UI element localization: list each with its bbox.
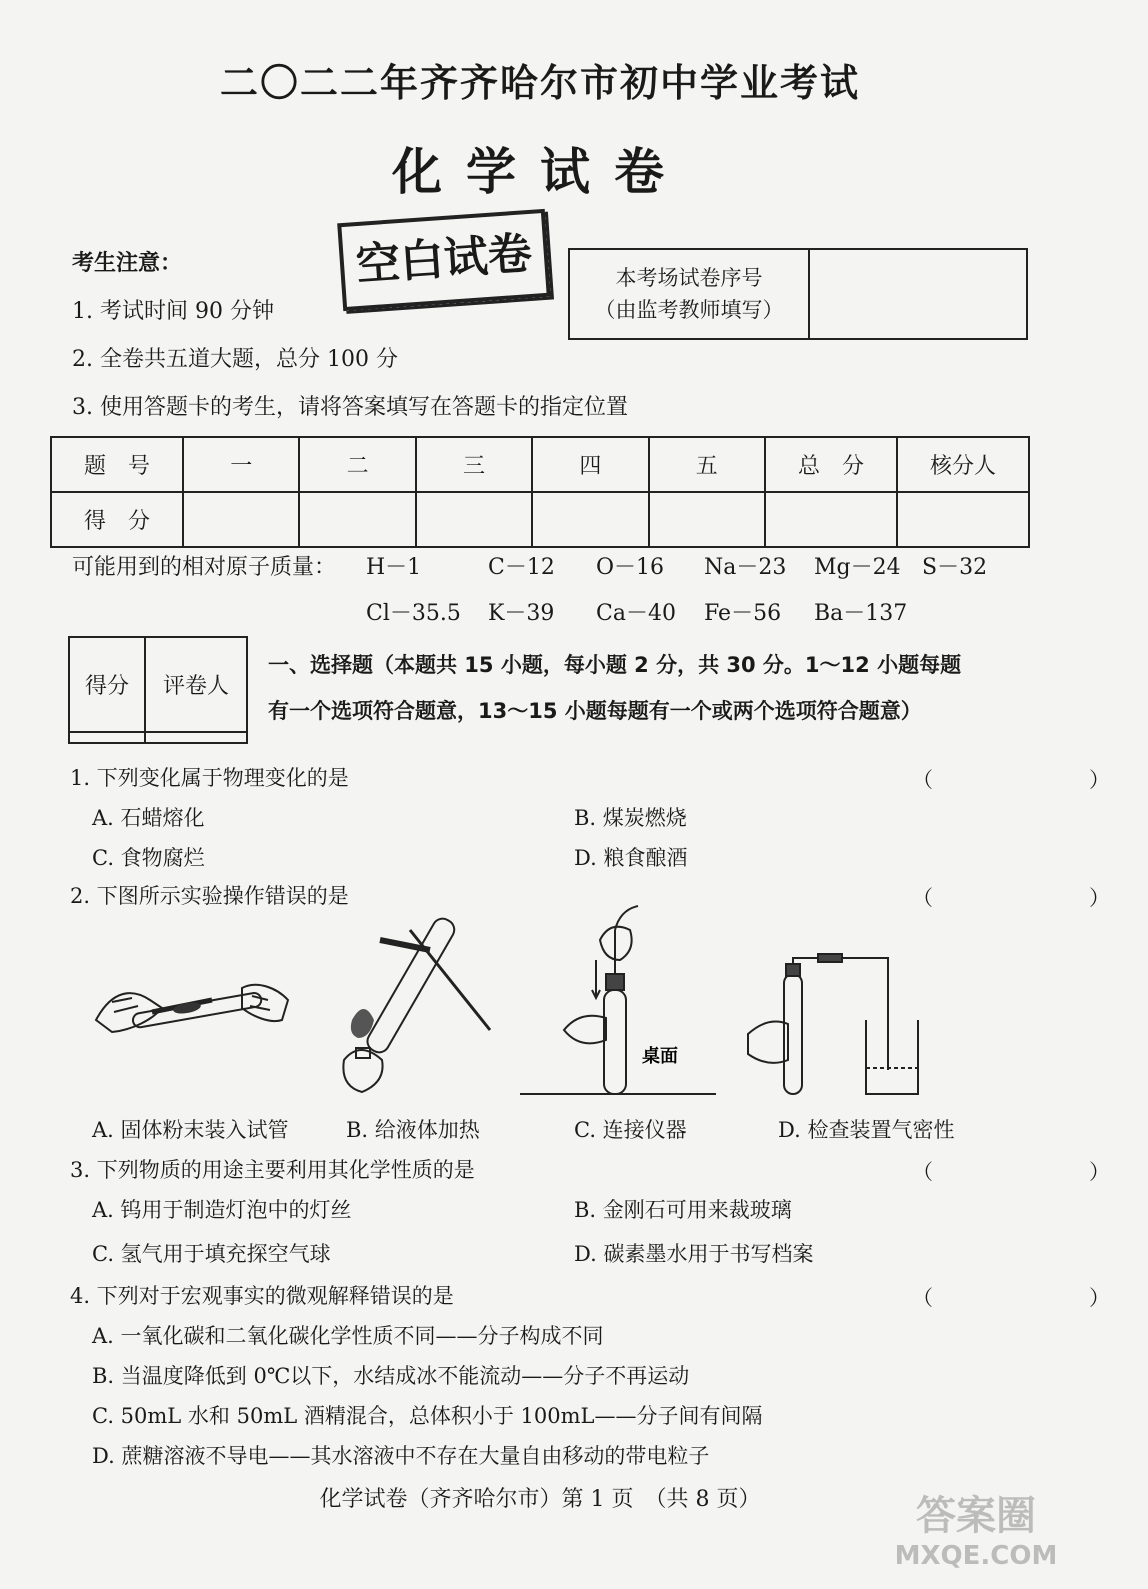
- answer-blank[interactable]: （ ）: [912, 1160, 1148, 1184]
- score-row-label: 得 分: [51, 492, 183, 547]
- airtightness-figure: [748, 950, 928, 1100]
- score-header-cell: 五: [649, 437, 765, 492]
- option-a[interactable]: A. 石蜡熔化: [92, 806, 205, 830]
- grader-name-cell[interactable]: [145, 732, 247, 743]
- figure-caption[interactable]: D. 检查装置气密性: [778, 1118, 955, 1142]
- section-title: [268, 642, 1028, 734]
- atomic-mass-item: Fe－56: [704, 601, 782, 626]
- watermark-url: MXQE.COM: [894, 1541, 1058, 1571]
- score-header-cell: 三: [416, 437, 532, 492]
- option-b[interactable]: B. 煤炭燃烧: [574, 806, 687, 830]
- section-title-line2: 有一个选项符合题意，13～15 小题每题有一个或两个选项符合题意）: [268, 699, 922, 723]
- section-title-line1: 一、选择题（本题共 15 小题，每小题 2 分，共 30 分。1～12 小题每题: [268, 653, 962, 677]
- page-footer: 化学试卷（齐齐哈尔市）第 1 页 （共 8 页）: [319, 1487, 761, 1512]
- atomic-mass-label: 可能用到的相对原子质量：: [72, 555, 337, 580]
- table-row: [69, 732, 247, 743]
- atomic-mass-item: Ba－137: [814, 601, 908, 626]
- option-c[interactable]: C. 氢气用于填充探空气球: [92, 1242, 331, 1266]
- score-cell[interactable]: [416, 492, 532, 547]
- option-d[interactable]: D. 粮食酿酒: [574, 846, 688, 870]
- score-table: [50, 436, 1030, 548]
- option-b[interactable]: B. 当温度降低到 0℃以下，水结成冰不能流动——分子不再运动: [92, 1364, 690, 1388]
- grader-header-score: 得分: [69, 637, 145, 732]
- blank-paper-stamp: 空白试卷: [337, 209, 551, 311]
- score-cell[interactable]: [532, 492, 648, 547]
- powder-into-tube-figure: [92, 960, 292, 1050]
- watermark-logo: [886, 1484, 1066, 1580]
- option-c[interactable]: C. 食物腐烂: [92, 846, 205, 870]
- question-stem: 1. 下列变化属于物理变化的是: [70, 766, 349, 790]
- question-stem: 4. 下列对于宏观事实的微观解释错误的是: [70, 1284, 454, 1308]
- score-header-cell: 二: [299, 437, 415, 492]
- notice-item: 3. 使用答题卡的考生，请将答案填写在答题卡的指定位置: [72, 395, 628, 420]
- grader-score-cell[interactable]: [69, 732, 145, 743]
- atomic-mass-item: S－32: [922, 555, 988, 580]
- paper-subtitle: 化学试卷: [392, 143, 688, 201]
- option-c[interactable]: C. 50mL 水和 50mL 酒精混合，总体积小于 100mL——分子间有间隔: [92, 1404, 763, 1428]
- option-a[interactable]: A. 一氧化碳和二氧化碳化学性质不同——分子构成不同: [92, 1324, 604, 1348]
- watermark-text: 答案圈: [916, 1493, 1036, 1539]
- seat-label-line2: （由监考教师填写）: [594, 298, 784, 322]
- score-cell[interactable]: [897, 492, 1029, 547]
- table-row: [69, 637, 247, 732]
- atomic-mass-item: C－12: [488, 555, 555, 580]
- option-b[interactable]: B. 金刚石可用来裁玻璃: [574, 1198, 792, 1222]
- figure-caption[interactable]: C. 连接仪器: [574, 1118, 687, 1142]
- atomic-mass-item: Cl－35.5: [366, 601, 461, 626]
- question-stem: 2. 下图所示实验操作错误的是: [70, 884, 349, 908]
- score-cell[interactable]: [183, 492, 299, 547]
- heating-liquid-figure: [330, 910, 500, 1100]
- score-cell[interactable]: [299, 492, 415, 547]
- score-header-cell: 总 分: [765, 437, 897, 492]
- figure-caption[interactable]: B. 给液体加热: [346, 1118, 480, 1142]
- option-d[interactable]: D. 碳素墨水用于书写档案: [574, 1242, 814, 1266]
- notice-item: 2. 全卷共五道大题，总分 100 分: [72, 347, 398, 372]
- option-d[interactable]: D. 蔗糖溶液不导电——其水溶液中不存在大量自由移动的带电粒子: [92, 1444, 710, 1468]
- score-cell[interactable]: [649, 492, 765, 547]
- score-header-cell: 核分人: [897, 437, 1029, 492]
- atomic-mass-item: H－1: [366, 555, 422, 580]
- seat-number-label: [570, 250, 810, 338]
- answer-blank[interactable]: （ ）: [912, 768, 1148, 792]
- connect-apparatus-figure: [520, 900, 720, 1100]
- answer-blank[interactable]: （ ）: [912, 1286, 1148, 1310]
- score-header-cell: 题 号: [51, 437, 183, 492]
- seat-number-field[interactable]: [810, 250, 1026, 338]
- exam-title: 二〇二二年齐齐哈尔市初中学业考试: [219, 61, 860, 105]
- answer-blank[interactable]: （ ）: [912, 886, 1148, 910]
- atomic-mass-item: Mg－24: [814, 555, 901, 580]
- atomic-mass-item: O－16: [596, 555, 665, 580]
- grader-table: [68, 636, 248, 744]
- seat-label-line1: 本考场试卷序号: [615, 266, 763, 290]
- atomic-mass-item: Na－23: [704, 555, 787, 580]
- atomic-mass-item: Ca－40: [596, 601, 676, 626]
- table-row: [51, 492, 1029, 547]
- question-stem: 3. 下列物质的用途主要利用其化学性质的是: [70, 1158, 475, 1182]
- figure-caption[interactable]: A. 固体粉末装入试管: [92, 1118, 289, 1142]
- score-header-cell: 四: [532, 437, 648, 492]
- score-cell[interactable]: [765, 492, 897, 547]
- seat-number-box: [568, 248, 1028, 340]
- notice-item: 1. 考试时间 90 分钟: [72, 299, 274, 324]
- grader-header-name: 评卷人: [145, 637, 247, 732]
- desk-label: 桌面: [642, 1046, 678, 1067]
- score-header-cell: 一: [183, 437, 299, 492]
- atomic-mass-item: K－39: [488, 601, 555, 626]
- table-row: [51, 437, 1029, 492]
- option-a[interactable]: A. 钨用于制造灯泡中的灯丝: [92, 1198, 352, 1222]
- notice-heading: 考生注意：: [72, 251, 183, 276]
